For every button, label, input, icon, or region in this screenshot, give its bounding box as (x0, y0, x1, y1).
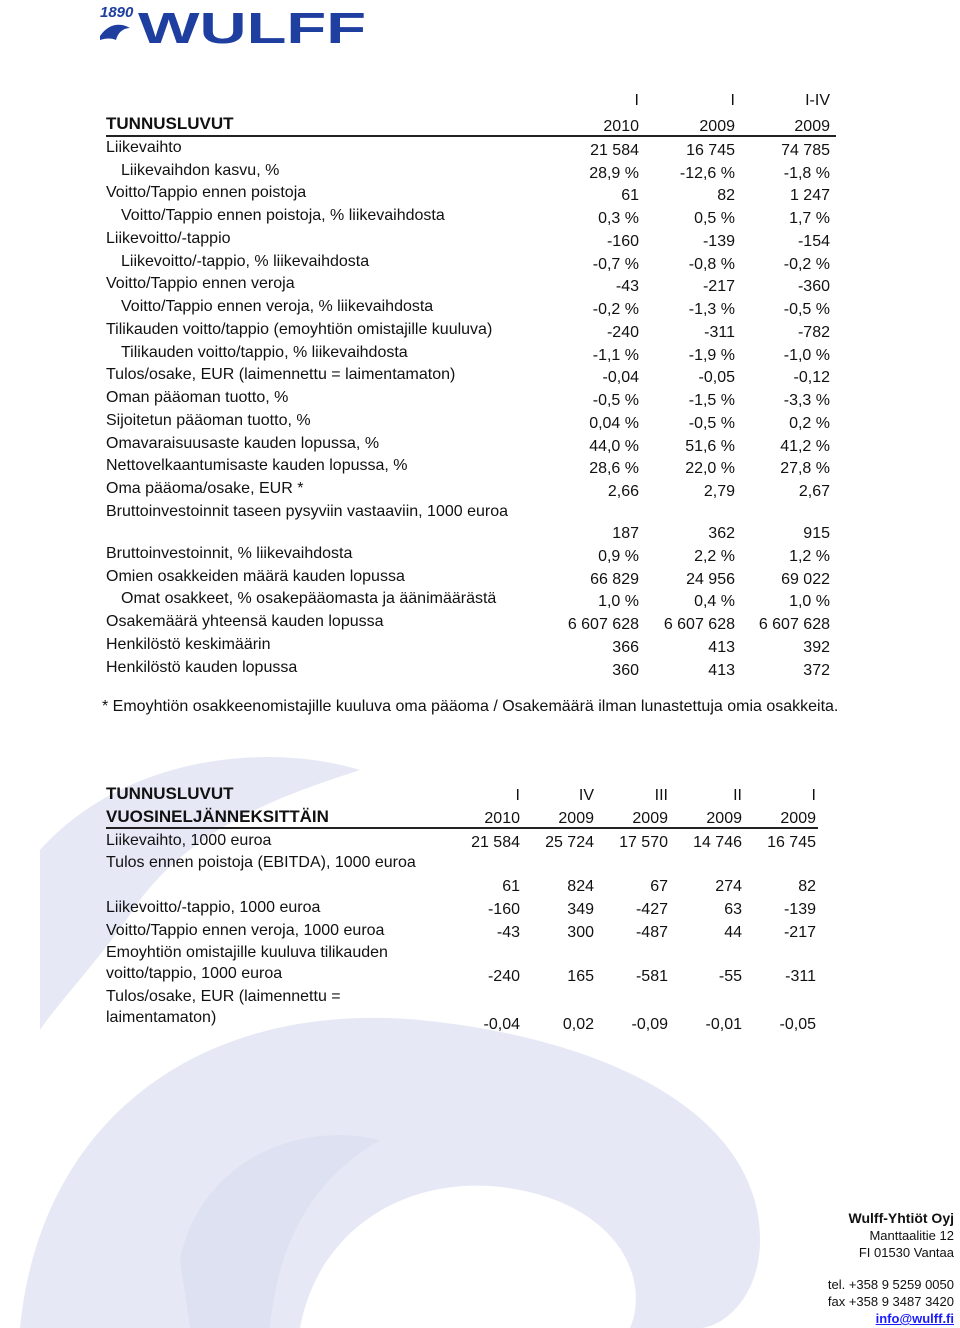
cell-value: -154 (797, 232, 830, 250)
row-label: Nettovelkaantumisaste kauden lopussa, % (106, 457, 408, 475)
row-label: Voitto/Tappio ennen veroja, % liikevaihdosta (121, 298, 434, 315)
col-period: IV (578, 787, 594, 804)
cell-value: -0,09 (631, 1016, 668, 1033)
table-body (106, 137, 836, 680)
table-row (106, 433, 836, 456)
cell-value: 28,6 % (589, 460, 639, 478)
cell-value: 61 (502, 878, 520, 895)
cell-value: -3,3 % (783, 392, 830, 409)
table-header-years (106, 113, 836, 137)
cell-value: -1,3 % (688, 301, 735, 318)
cell-value: 2,66 (607, 483, 639, 500)
row-label: Tilikauden voitto/tappio (emoyhtiön omistajille kuuluva) (106, 320, 493, 338)
row-label: Tilikauden voitto/tappio, % liikevaihdosta (121, 343, 408, 361)
cell-value: 0,4 % (694, 593, 735, 611)
contact-details (828, 1276, 954, 1327)
cell-value: -487 (635, 924, 668, 941)
table-row (106, 296, 836, 319)
cell-value: 16 745 (686, 141, 735, 159)
cell-value: -427 (635, 901, 668, 918)
row-label: Bruttoinvestoinnit, % liikevaihdosta (106, 544, 353, 562)
cell-value: 360 (612, 661, 639, 679)
col-period: I (730, 92, 735, 109)
col-period: III (654, 787, 668, 804)
phone-number: tel. +358 9 5259 0050 (827, 1277, 954, 1292)
row-label: Omat osakkeet, % osakepääomasta ja äänimäärästä (121, 590, 497, 608)
table-row (106, 410, 836, 433)
cell-value: -1,0 % (783, 346, 830, 364)
cell-value: 6 607 628 (663, 616, 735, 633)
cell-value: 0,04 % (589, 414, 639, 432)
row-label: Osakemäärä yhteensä kauden lopussa (106, 613, 384, 630)
table-header-periods (106, 90, 836, 113)
row-label: Oma pääoma/osake, EUR * (106, 480, 304, 497)
cell-value: -1,8 % (783, 164, 830, 182)
cell-value: -0,05 (698, 369, 735, 387)
cell-value: 66 829 (590, 570, 639, 588)
wulff-logo (100, 2, 368, 46)
cell-value: -55 (718, 968, 742, 985)
col-period: I (811, 787, 816, 804)
cell-value: -139 (783, 901, 816, 918)
table-row (106, 319, 836, 342)
row-label: Tulos/osake, EUR (laimennettu = laimentamaton) (106, 366, 456, 384)
street-address: Manttaalitie 12 (869, 1228, 954, 1243)
cell-value: 274 (715, 878, 742, 895)
table-row (106, 160, 836, 183)
cell-value: 41,2 % (780, 437, 830, 455)
postal-city: FI 01530 Vantaa (858, 1245, 954, 1260)
col-year: 2010 (484, 810, 520, 827)
row-label: Tulos ennen poistoja (EBITDA), 1000 euroa (106, 854, 416, 871)
quarterly-figures-table (106, 782, 818, 1033)
cell-value: -160 (606, 232, 639, 250)
cell-value: 1,7 % (789, 210, 830, 227)
cell-value: 915 (803, 524, 830, 542)
logo-year: 1890 (100, 4, 134, 21)
row-label: Liikevaihto, 1000 euroa (106, 832, 272, 849)
cell-value: -0,05 (779, 1016, 816, 1033)
row-label: Henkilöstö kauden lopussa (106, 658, 298, 676)
cell-value: 392 (803, 638, 830, 656)
cell-value: 165 (567, 968, 594, 985)
table-row (106, 251, 836, 274)
cell-value: -1,5 % (688, 392, 735, 409)
cell-value: 28,9 % (589, 164, 639, 182)
table-row (106, 543, 836, 566)
cell-value: -0,5 % (688, 414, 735, 432)
cell-value: 413 (708, 661, 735, 679)
cell-value: -0,5 % (783, 301, 830, 318)
cell-value: 61 (621, 187, 639, 205)
cell-value: 17 570 (619, 834, 668, 851)
table-row (106, 273, 836, 296)
cell-value: -240 (606, 323, 639, 341)
cell-value: 2,79 (703, 483, 735, 500)
cell-value: 824 (567, 878, 594, 895)
cell-value: 0,9 % (598, 547, 639, 565)
table-row (106, 634, 836, 657)
col-period: I (634, 92, 639, 109)
row-label: Liikevaihdon kasvu, % (121, 161, 280, 179)
cell-value: -0,2 % (592, 301, 639, 318)
table-row (106, 342, 836, 365)
table-row (106, 182, 836, 205)
row-label: Emoyhtiön omistajille kuuluva tilikauden voitto/tappio, 1000 euroa (106, 944, 388, 982)
table-row (106, 611, 836, 634)
cell-value: 372 (803, 661, 830, 679)
col-year: 2009 (632, 810, 668, 827)
row-label: Liikevoitto/-tappio (106, 229, 231, 247)
table-header-years (106, 805, 818, 829)
row-label: Omien osakkeiden määrä kauden lopussa (106, 567, 405, 585)
cell-value: 413 (708, 638, 735, 656)
company-name: Wulff-Yhtiöt Oyj (848, 1210, 954, 1226)
cell-value: -0,01 (705, 1016, 742, 1033)
cell-value: 6 607 628 (567, 616, 639, 633)
row-label: Voitto/Tappio ennen veroja, 1000 euroa (106, 922, 385, 939)
cell-value: -160 (487, 901, 520, 918)
cell-value: 2,2 % (694, 547, 735, 565)
col-year: 2009 (794, 117, 830, 135)
table-row (106, 657, 836, 680)
col-period: I (515, 787, 520, 804)
cell-value: 1,0 % (598, 593, 639, 611)
cell-value: 67 (650, 878, 668, 895)
table-row (106, 896, 818, 919)
table-row (106, 501, 836, 543)
cell-value: 24 956 (686, 570, 735, 588)
row-label: Liikevoitto/-tappio, % liikevaihdosta (121, 252, 370, 270)
cell-value: 69 022 (781, 570, 830, 588)
row-label: Sijoitetun pääoman tuotto, % (106, 411, 311, 429)
cell-value: 0,3 % (598, 210, 639, 227)
cell-value: -0,5 % (592, 392, 639, 409)
table-row (106, 205, 836, 228)
row-label: Voitto/Tappio ennen veroja (106, 275, 295, 293)
cell-value: 349 (567, 901, 594, 918)
table-row (106, 364, 836, 387)
table-body (106, 829, 818, 1033)
table-header-periods (106, 782, 818, 805)
table-title: TUNNUSLUVUT (106, 784, 234, 803)
fax-number: fax +358 9 3487 3420 (827, 1294, 954, 1309)
table-row (106, 566, 836, 589)
table-row (106, 588, 836, 611)
cell-value: -1,9 % (688, 346, 735, 364)
cell-value: -360 (797, 278, 830, 296)
logo-wordmark: WULFF (138, 4, 366, 46)
cell-value: 21 584 (590, 141, 639, 159)
cell-value: -0,8 % (688, 255, 735, 273)
cell-value: 16 745 (767, 834, 816, 851)
cell-value: -782 (797, 323, 830, 341)
row-label: Bruttoinvestoinnit taseen pysyviin vastaaviin, 1000 euroa (106, 502, 509, 520)
row-label: Liikevoitto/-tappio, 1000 euroa (106, 899, 321, 916)
cell-value: 362 (708, 524, 735, 542)
cell-value: 74 785 (781, 141, 830, 159)
cell-value: 366 (612, 638, 639, 656)
col-year: 2009 (699, 117, 735, 135)
row-label: Tulos/osake, EUR (laimennettu = laimentamaton) (106, 988, 341, 1026)
company-address (849, 1210, 955, 1261)
cell-value: -581 (635, 968, 668, 985)
col-period: I-IV (805, 92, 830, 109)
cell-value: -1,1 % (592, 346, 639, 364)
cell-value: 82 (798, 878, 816, 895)
row-label: Liikevaihto (106, 138, 182, 156)
cell-value: 63 (724, 901, 742, 918)
cell-value: -0,04 (483, 1016, 520, 1033)
col-year: 2009 (780, 810, 816, 827)
table-title: TUNNUSLUVUT (106, 113, 234, 133)
col-period: II (733, 787, 742, 804)
cell-value: 25 724 (545, 834, 594, 851)
table-row (106, 986, 818, 1033)
footnote: * Emoyhtiön osakkeenomistajille kuuluva oma pääoma / Osakemäärä ilman lunastettuja omia osakkeita. (102, 698, 839, 715)
cell-value: -0,04 (602, 369, 639, 387)
cell-value: 6 607 628 (758, 616, 830, 633)
cell-value: 0,02 (562, 1016, 594, 1033)
cell-value: 0,5 % (694, 210, 735, 227)
cell-value: -12,6 % (679, 164, 735, 182)
email-link[interactable]: info@wulff.fi (875, 1311, 954, 1326)
row-label: Voitto/Tappio ennen poistoja (106, 184, 307, 202)
cell-value: 44 (724, 924, 742, 941)
cell-value: 1 247 (789, 187, 830, 205)
cell-value: 2,67 (798, 483, 830, 500)
cell-value: -311 (704, 323, 735, 341)
cell-value: 21 584 (471, 834, 520, 851)
row-label: Voitto/Tappio ennen poistoja, % liikevaihdosta (121, 207, 445, 224)
cell-value: -217 (702, 278, 735, 296)
key-figures-table (106, 90, 836, 679)
table-row (106, 919, 818, 942)
table-subtitle: VUOSINELJÄNNEKSITTÄIN (106, 807, 329, 826)
table-row (106, 852, 818, 896)
row-label: Omavaraisuusaste kauden lopussa, % (106, 434, 380, 452)
cell-value: 0,2 % (789, 414, 830, 432)
table-row (106, 137, 836, 160)
table-row (106, 455, 836, 478)
cell-value: 51,6 % (685, 437, 735, 455)
cell-value: 82 (717, 187, 735, 205)
cell-value: 22,0 % (685, 460, 735, 478)
cell-value: -43 (615, 278, 639, 296)
cell-value: -0,2 % (783, 255, 830, 273)
row-label: Henkilöstö keskimäärin (106, 635, 271, 653)
cell-value: 27,8 % (780, 460, 830, 478)
table-row (106, 387, 836, 410)
cell-value: 1,2 % (789, 547, 830, 565)
cell-value: 187 (612, 524, 639, 542)
cell-value: -139 (702, 232, 735, 250)
cell-value: -311 (785, 968, 816, 985)
table-row (106, 829, 818, 852)
cell-value: -0,7 % (592, 255, 639, 273)
row-label: Oman pääoman tuotto, % (106, 389, 289, 406)
cell-value: 300 (567, 924, 594, 941)
cell-value: 1,0 % (789, 593, 830, 611)
col-year: 2010 (603, 117, 639, 135)
cell-value: -43 (496, 924, 520, 941)
table-row (106, 942, 818, 986)
cell-value: -217 (783, 924, 816, 941)
col-year: 2009 (558, 810, 594, 827)
table-row (106, 228, 836, 251)
col-year: 2009 (706, 810, 742, 827)
table-row (106, 478, 836, 501)
cell-value: 44,0 % (589, 437, 639, 455)
cell-value: 14 746 (693, 834, 742, 851)
cell-value: -240 (487, 968, 520, 985)
cell-value: -0,12 (793, 369, 830, 387)
